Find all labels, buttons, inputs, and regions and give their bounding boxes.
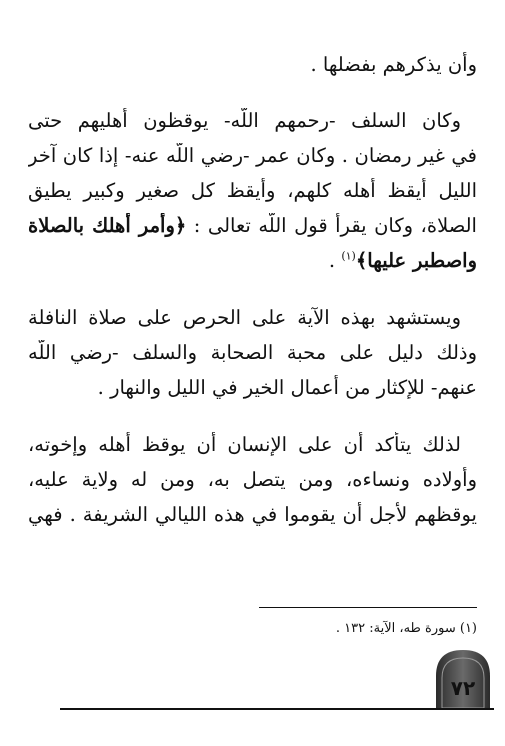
text-span: .	[328, 249, 342, 272]
text-line-with-quote	[28, 248, 477, 276]
text-line: يوقظهم لأجل أن يقوموا في هذه الليالي الشريفة . فهي	[28, 503, 477, 526]
text-line: وكان السلف -رحمهم اللّه- يوقظون أهليهم حتى	[28, 109, 461, 132]
quran-quote: ﴿وأمر أهلك بالصلاة	[28, 214, 187, 237]
text-line: وذلك دليل على محبة الصحابة والسلف -رضي اللّه	[28, 341, 477, 364]
text-line: لذلك يتأكد أن على الإنسان أن يوقظ أهله وإخوته،	[28, 433, 461, 456]
quran-quote: واصطبر عليها﴾	[355, 249, 477, 272]
bottom-rule	[60, 708, 494, 710]
text-line-with-quote	[28, 213, 477, 241]
text-span: الصلاة، وكان يقرأ قول اللّه تعالى :	[193, 214, 477, 237]
footnote-reference: (١)	[341, 249, 356, 263]
text-line: في غير رمضان . وكان عمر -رضي اللّه عنه- إذا كان آخر	[28, 144, 477, 167]
text-line: وأن يذكرهم بفضلها .	[310, 53, 477, 76]
text-line: عنهم- للإكثار من أعمال الخير في الليل والنهار .	[97, 376, 477, 399]
page-number: ٧٢	[450, 676, 476, 700]
footnote: (١) سورة طه، الآية: ١٣٢ .	[335, 621, 477, 636]
text-line: الليل أيقظ أهله كلهم، وأيقظ كل صغير وكبير يطيق	[28, 179, 477, 202]
text-line: ويستشهد بهذه الآية على الحرص على صلاة النافلة	[28, 306, 461, 329]
footnote-separator	[259, 607, 477, 608]
text-line: وأولاده ونساءه، ومن يتصل به، ومن له ولاية عليه،	[28, 468, 477, 491]
